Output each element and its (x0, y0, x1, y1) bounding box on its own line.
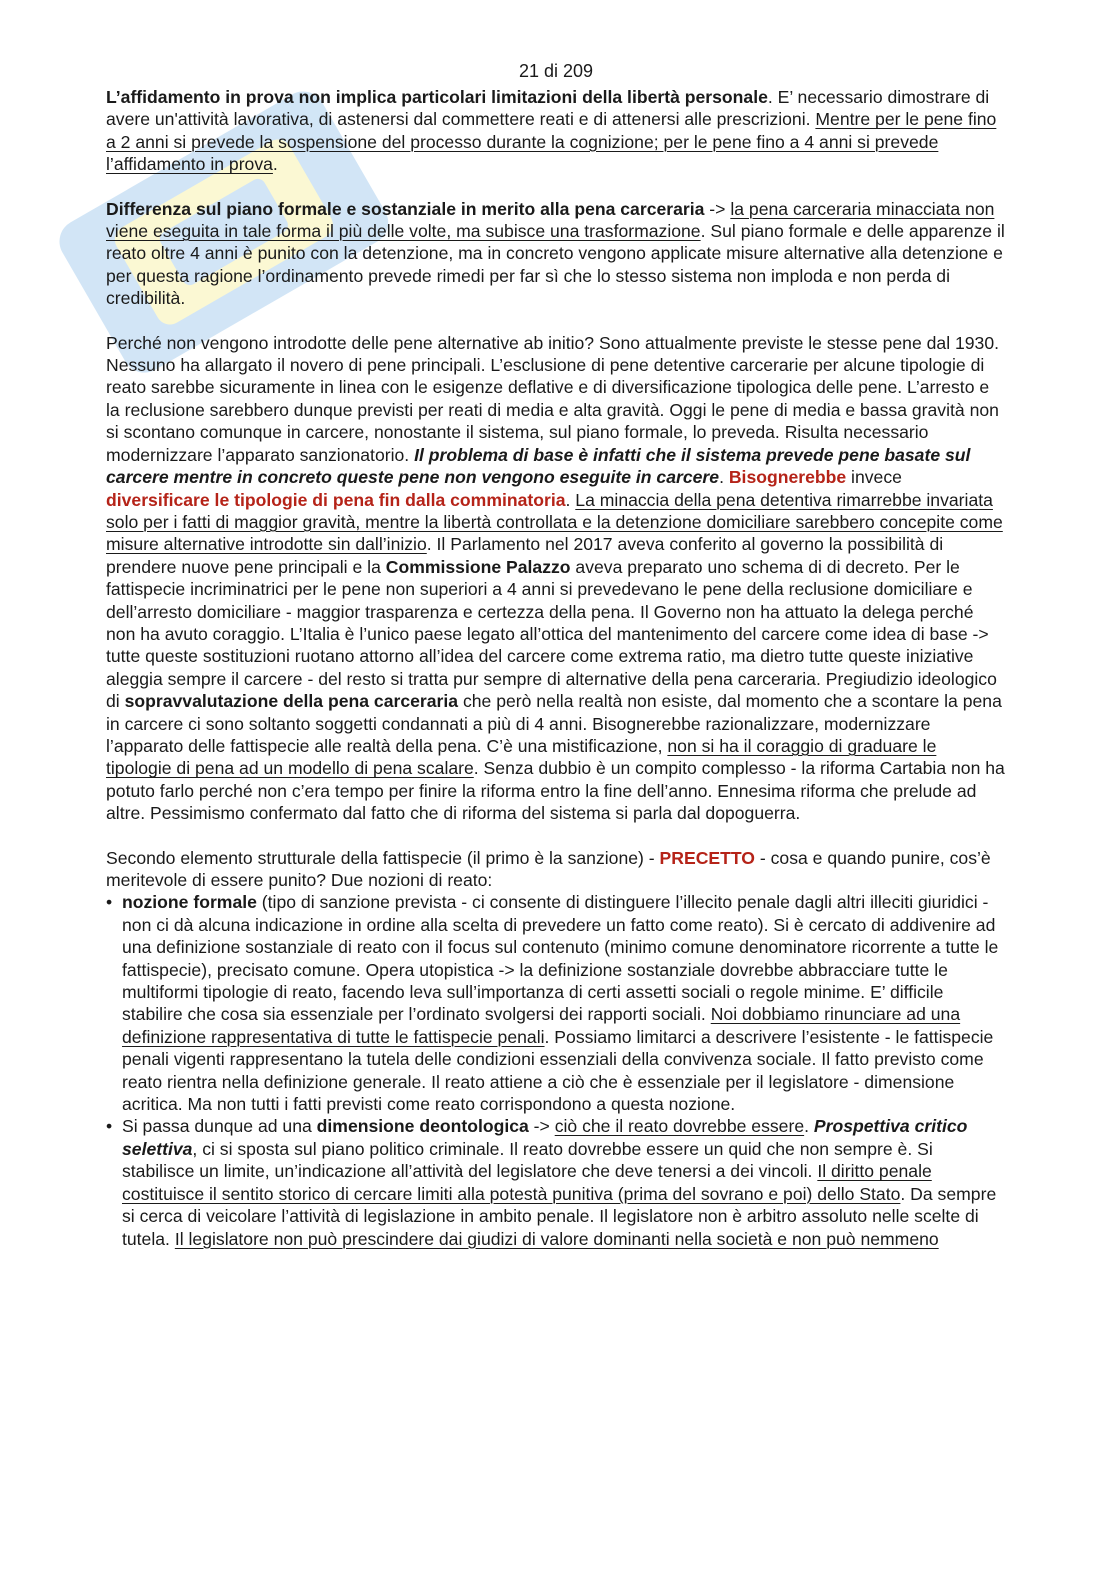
text-span: . (719, 467, 729, 488)
text-span: . (272, 154, 278, 175)
bullet-list (106, 891, 1006, 1250)
underlined-text: la pena carceraria minacciata non viene eseguita in tale forma il più delle volte, ma subisce una trasformazione (106, 198, 995, 242)
text-span: . Sul piano formale e delle apparenze il reato oltre 4 anni è punito con la detenzione, ma in concreto vengono applicate misure alternative alla detenzione e per questa ragione l’ordinamento prevede rimedi per far sì che lo stesso sistema non imploda e non perda di credibilità. (106, 221, 1005, 309)
red-bold-text: PRECETTO (659, 847, 755, 868)
underlined-text: Il diritto penale costituisce il sentito storico di cercare limiti alla potestà punitiva (prima del sovrano e poi) dello Stato (122, 1161, 932, 1204)
bold-text: L’affidamento in prova non implica particolari limitazioni della libertà personale (106, 87, 768, 107)
underlined-text: La minaccia della pena detentiva rimarrebbe invariata solo per i fatti di maggior gravità, mentre la libertà controllata e la detenzione domiciliare sarebbero concepite come misure alternative introdotte sin dall’inizio (106, 489, 1003, 555)
text-span: (tipo di sanzione prevista - ci consente di distinguere l’illecito penale dagli altri illeciti giuridici - non ci dà alcuna indicazione in ordine alla scelta di prevedere un fatto come reato). Si è cercato di addivenire ad una definizione sostanziale di reato con il focus sul contenuto (minimo comune denominatore ricorrente a tutte le fattispecie), precisato comune. Opera utopistica -> la definizione sostanziale dovrebbe abbracciare tutte le multiformi tipologie di reato, facendo leva sull’importanza di certi assetti sociali o regole minime. E’ difficile stabilire che cosa sia essenziale per l’ordinato svolgersi dei rapporti sociali. (122, 892, 999, 1025)
text-span: -> (704, 198, 731, 219)
paragraph-affidamento (106, 86, 1006, 176)
text-span: . Senza dubbio è un compito complesso - la riforma Cartabia non ha potuto farlo perché non c’era tempo per finire la riforma entro la fine dell’anno. Ennesima riforma che prelude ad altre. Pessimismo confermato dal fatto che di riforma del sistema si parla dal dopoguerra. (106, 758, 1005, 824)
text-span: . Da sempre si cerca di veicolare l’attività di legislazione in ambito penale. Il legislatore non è arbitro assoluto nelle scelte di tutela. (122, 1183, 997, 1249)
text-span: che però nella realtà non esiste, dal momento che a scontare la pena in carcere ci sono soltanto soggetti condannati a più di 4 anni. Bisognerebbe razionalizzare, modernizzare l’apparato delle fattispecie alle realtà della pena. C’è una mistificazione, (106, 691, 1002, 756)
text-span: . E’ necessario dimostrare di avere un'attività lavorativa, di astenersi dal commettere reati e di attenersi alle prescrizioni. (106, 87, 990, 130)
page-number: 21 di 209 (518, 61, 594, 81)
underlined-text: Noi dobbiamo rinunciare ad una definizione rappresentativa di tutte le fattispecie penali (122, 1004, 961, 1047)
text-span: . (565, 489, 576, 510)
bold-text: dimensione deontologica (316, 1116, 529, 1137)
underlined-text: Mentre per le pene fino a 2 anni si prevede la sospensione del processo durante la cognizione; per le pene fino a 4 anni si prevede l’affidamento in prova (106, 109, 997, 175)
red-bold-text: diversificare le tipologie di pena fin dalla comminatoria (106, 489, 566, 510)
text-span: Secondo elemento strutturale della fattispecie (il primo è la sanzione) - (106, 847, 660, 868)
red-bold-text: Bisognerebbe (728, 467, 847, 488)
text-span: , ci si sposta sul piano politico criminale. Il reato dovrebbe essere un quid che non sempre è. Si stabilisce un limite, un’indicazione all’attività del legislatore che deve tenersi a dei vincoli. (122, 1138, 933, 1182)
list-item (106, 1115, 1006, 1249)
bold-text: Commissione Palazzo (385, 556, 571, 577)
underlined-text: non si ha il coraggio di graduare le tipologie di pena ad un modello di pena scalare (106, 735, 937, 779)
paragraph-pene-alternative (106, 332, 1006, 825)
text-span: invece (846, 467, 902, 488)
bold-italic-text: Il problema di base è infatti che il sistema prevede pene basate sul carcere mentre in concreto queste pene non vengono eseguite in carcere (106, 444, 971, 488)
bold-text: sopravvalutazione della pena carceraria (124, 691, 459, 712)
bold-text: Differenza sul piano formale e sostanziale in merito alla pena carceraria (106, 198, 705, 219)
text-span: . (804, 1116, 814, 1137)
bold-text: nozione formale (122, 892, 257, 913)
bullet-icon: • (106, 1116, 113, 1137)
text-span: - cosa e quando punire, cos’è meritevole di essere punito? Due nozioni di reato: (106, 847, 991, 890)
text-span: Si passa dunque ad una (122, 1116, 317, 1137)
underlined-text: Il legislatore non può prescindere dai giudizi di valore dominanti nella società e non può nemmeno (174, 1228, 939, 1249)
text-span: Perché non vengono introdotte delle pene alternative ab initio? Sono attualmente previste le stesse pene dal 1930. Nessuno ha allargato il novero di pene principali. L’esclusione di pene detentive carcerarie per alcune tipologie di reato sarebbe sicuramente in linea con le esigenze deflative e di diversificazione tipologica delle pene. L’arresto e la reclusione sarebbero dunque previsti per reati di media e alta gravità. Oggi le pene di media e bassa gravità non si scontano comunque in carcere, nonostante il sistema, sul piano formale, lo preveda. Risulta necessario modernizzare l’apparato sanzionatorio. (106, 332, 1000, 465)
underlined-text: ciò che il reato dovrebbe essere (554, 1116, 805, 1137)
bold-italic-text: Prospettiva critico selettiva (122, 1116, 968, 1159)
text-span: -> (528, 1116, 555, 1137)
paragraph-differenza (106, 198, 1006, 310)
text-span: . Il Parlamento nel 2017 aveva conferito al governo la possibilità di prendere nuove pene principali e la (106, 534, 944, 577)
text-span: . Possiamo limitarci a descrivere l’esistente - le fattispecie penali vigenti rappresentano la tutela delle condizioni essenziali della convivenza sociale. Il fatto previsto come reato rientra nella definizione generale. Il reato attiene a ciò che è essenziale per il legislatore - dimensione acritica. Ma non tutti i fatti previsti come reato corrispondono a questa nozione. (122, 1026, 994, 1115)
document-page (106, 60, 1006, 1250)
list-item (106, 891, 1006, 1115)
text-span: aveva preparato uno schema di di decreto. Per le fattispecie incriminatrici per le pene non superiori a 4 anni si prevedevano le pene della reclusione domiciliare e dell’arresto domiciliare - maggior trasparenza e certezza della pena. Il Governo non ha attuato la delega perché non ha avuto coraggio. L’Italia è l’unico paese legato all’ottica del mantenimento del carcere come idea di base -> tutte queste sostituzioni ruotano attorno all’idea del carcere come extrema ratio, ma dietro tutte queste iniziative aleggia sempre il carcere - del resto si tratta pur sempre di alternative della pena carceraria. Pregiudizio ideologico di (106, 556, 997, 712)
paragraph-precetto (106, 847, 1006, 892)
bullet-icon: • (106, 892, 113, 913)
